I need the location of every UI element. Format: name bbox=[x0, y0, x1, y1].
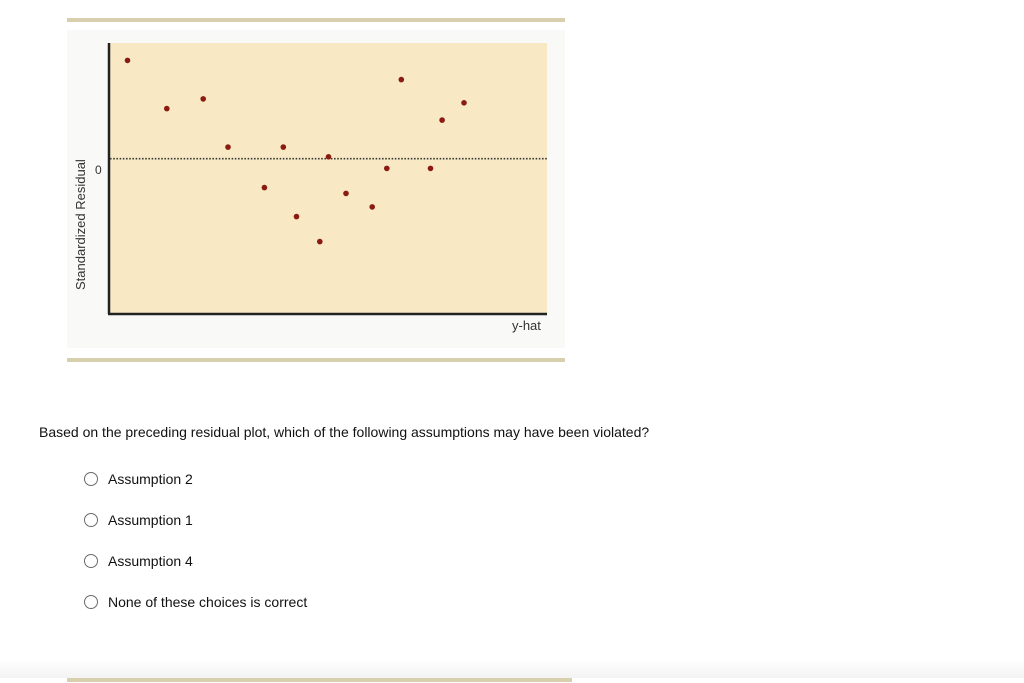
residual-point-3 bbox=[200, 96, 206, 102]
radio-button[interactable] bbox=[84, 595, 98, 609]
option-label: Assumption 2 bbox=[108, 471, 193, 487]
radio-button[interactable] bbox=[84, 513, 98, 527]
residual-point-6 bbox=[281, 144, 287, 150]
residual-point-11 bbox=[369, 204, 375, 210]
option-label: Assumption 1 bbox=[108, 512, 193, 528]
residual-point-15 bbox=[439, 117, 445, 123]
residual-point-7 bbox=[294, 214, 300, 220]
y-axis-label: Standardized Residual bbox=[73, 159, 88, 290]
footer-shade bbox=[0, 660, 1024, 678]
option-assumption-2[interactable] bbox=[84, 471, 193, 487]
option-label: None of these choices is correct bbox=[108, 594, 308, 610]
x-axis-label: y-hat bbox=[512, 318, 541, 333]
residual-point-10 bbox=[343, 191, 349, 197]
option-assumption-4[interactable] bbox=[84, 553, 193, 569]
radio-button[interactable] bbox=[84, 472, 98, 486]
residual-point-9 bbox=[326, 154, 332, 160]
y-tick-label-zero: 0 bbox=[95, 163, 102, 177]
residual-point-8 bbox=[317, 239, 323, 245]
plot-area bbox=[110, 43, 547, 313]
bottom-divider bbox=[67, 678, 572, 682]
residual-point-5 bbox=[262, 185, 268, 191]
radio-button[interactable] bbox=[84, 554, 98, 568]
option-label: Assumption 4 bbox=[108, 553, 193, 569]
option-assumption-1[interactable] bbox=[84, 512, 193, 528]
residual-point-1 bbox=[125, 58, 131, 64]
option-none-correct[interactable] bbox=[84, 594, 307, 610]
residual-point-13 bbox=[399, 77, 405, 83]
middle-divider bbox=[67, 358, 565, 362]
residual-point-16 bbox=[461, 100, 467, 106]
residual-point-2 bbox=[164, 106, 170, 112]
residual-point-4 bbox=[225, 144, 231, 150]
residual-point-12 bbox=[384, 166, 390, 172]
residual-point-14 bbox=[428, 166, 434, 172]
question-text: Based on the preceding residual plot, which of the following assumptions may have been violated? bbox=[39, 424, 650, 440]
